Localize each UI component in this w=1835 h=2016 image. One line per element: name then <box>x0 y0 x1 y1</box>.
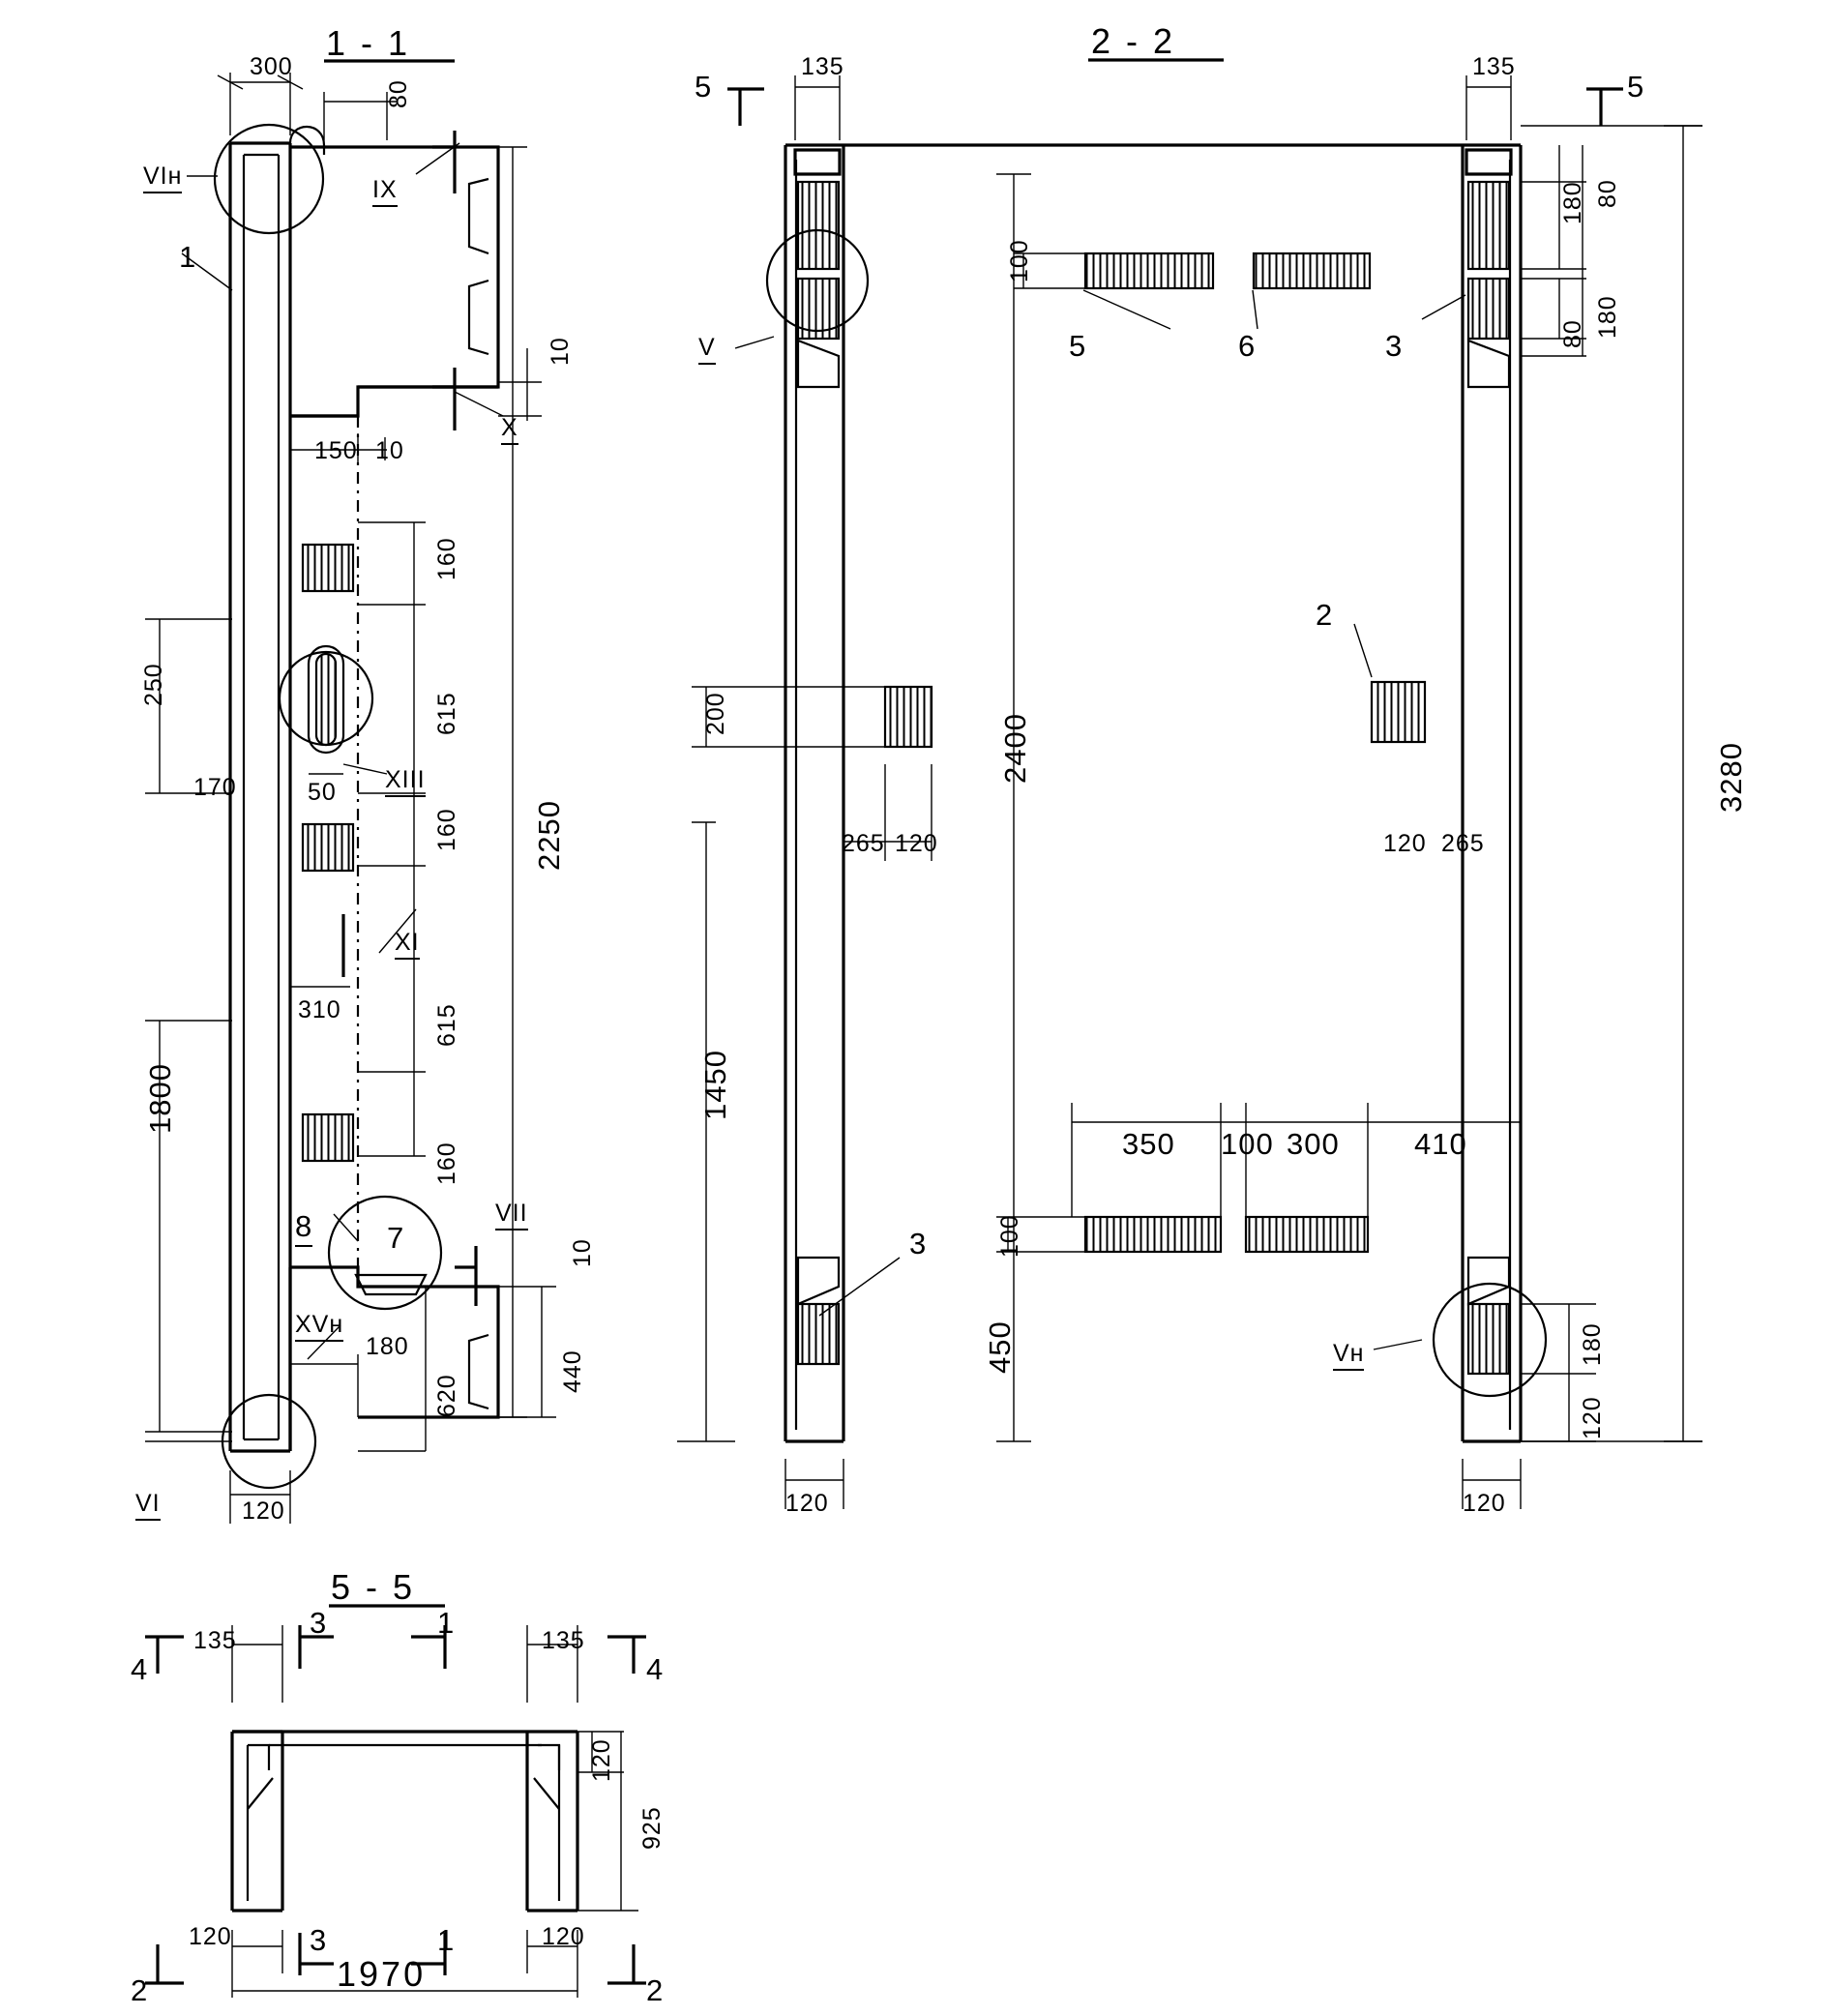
dim-615-a: 615 <box>433 692 460 735</box>
dim-620: 620 <box>433 1374 460 1417</box>
section-mark-1-top: 1 <box>437 1606 456 1640</box>
callout-VII: VII <box>495 1200 528 1230</box>
callout-VI: VI <box>135 1490 161 1521</box>
dim-120-top-5-5: 120 <box>588 1738 615 1782</box>
dim-440: 440 <box>559 1349 586 1393</box>
section-mark-3-bottom: 3 <box>310 1923 328 1957</box>
dim-120-b: 120 <box>1383 830 1427 857</box>
part-1: 1 <box>179 240 197 274</box>
dim-300: 300 <box>1287 1127 1340 1161</box>
dim-120-bottom-left: 120 <box>785 1490 829 1517</box>
callout-IX: IX <box>372 176 398 207</box>
dim-100-b: 100 <box>1221 1127 1274 1161</box>
dim-615-b: 615 <box>433 1003 460 1047</box>
section-mark-1-bottom: 1 <box>437 1923 456 1957</box>
part-3-top: 3 <box>1385 329 1404 363</box>
dim-80-b: 80 <box>1559 319 1586 348</box>
callout-X: X <box>501 414 518 445</box>
dim-2250: 2250 <box>532 800 566 871</box>
view-1-1-title: 1 - 1 <box>326 23 411 63</box>
dim-1450: 1450 <box>698 1050 732 1120</box>
dim-100-c: 100 <box>996 1214 1023 1258</box>
dim-120-bl-5-5: 120 <box>189 1923 232 1950</box>
dim-120-c: 120 <box>1579 1396 1606 1439</box>
dim-1970: 1970 <box>337 1954 427 1994</box>
dim-3280: 3280 <box>1714 742 1748 813</box>
dim-160-a: 160 <box>433 537 460 580</box>
part-6: 6 <box>1238 329 1257 363</box>
view-5-5-title: 5 - 5 <box>331 1567 416 1607</box>
section-mark-2-left: 2 <box>131 1973 149 2007</box>
dim-160-c: 160 <box>433 1141 460 1185</box>
section-mark-4-left: 4 <box>131 1652 149 1686</box>
callout-VIn: VIн <box>143 163 182 193</box>
dim-10-a: 10 <box>547 337 574 366</box>
dim-265-b: 265 <box>1441 830 1485 857</box>
section-mark-5-top-right: 5 <box>1627 70 1645 104</box>
dim-120-v1: 120 <box>242 1497 285 1525</box>
callout-Vn: Vн <box>1333 1340 1364 1371</box>
dim-160-b: 160 <box>433 808 460 851</box>
dim-80-a: 80 <box>1594 179 1621 208</box>
part-3-bottom: 3 <box>909 1227 928 1260</box>
part-7: 7 <box>387 1221 405 1255</box>
dim-80: 80 <box>385 79 412 108</box>
dim-50: 50 <box>308 779 337 806</box>
dim-180: 180 <box>366 1333 409 1360</box>
dim-300: 300 <box>250 53 293 80</box>
part-8: 8 <box>295 1209 312 1247</box>
dim-450: 450 <box>983 1320 1017 1374</box>
dim-265-a: 265 <box>842 830 885 857</box>
dim-135-left: 135 <box>801 53 844 80</box>
dim-120-a: 120 <box>895 830 938 857</box>
part-5: 5 <box>1069 329 1087 363</box>
section-mark-4-right: 4 <box>646 1652 665 1686</box>
dim-100-a: 100 <box>1006 239 1033 282</box>
callout-XIII: XIII <box>385 766 426 797</box>
dim-1800: 1800 <box>143 1063 177 1134</box>
dim-170: 170 <box>193 774 237 801</box>
dim-2400: 2400 <box>998 713 1032 784</box>
section-mark-5-top-left: 5 <box>695 70 713 104</box>
dim-925: 925 <box>638 1806 666 1850</box>
view-2-2-title: 2 - 2 <box>1091 21 1176 61</box>
dim-180-a: 180 <box>1559 181 1586 224</box>
dim-350: 350 <box>1122 1127 1175 1161</box>
dim-10-c: 10 <box>569 1238 596 1267</box>
dim-180-d: 180 <box>1579 1322 1606 1366</box>
dim-200: 200 <box>702 692 729 735</box>
dim-135-5-5-left: 135 <box>193 1627 237 1654</box>
dim-250: 250 <box>140 663 167 706</box>
callout-XI: XI <box>395 929 420 960</box>
dim-10-b: 10 <box>375 437 404 464</box>
dim-310: 310 <box>298 996 341 1023</box>
dim-180-b: 180 <box>1594 295 1621 339</box>
callout-V: V <box>698 334 716 365</box>
section-mark-2-right: 2 <box>646 1973 665 2007</box>
dim-410: 410 <box>1414 1127 1467 1161</box>
dim-150: 150 <box>314 437 358 464</box>
dim-135-5-5-right: 135 <box>542 1627 585 1654</box>
callout-XVn: XVн <box>295 1311 343 1342</box>
part-2: 2 <box>1316 598 1334 632</box>
dim-120-bottom-right: 120 <box>1463 1490 1506 1517</box>
section-mark-3-top: 3 <box>310 1606 328 1640</box>
dim-135-right: 135 <box>1472 53 1516 80</box>
dim-120-br-5-5: 120 <box>542 1923 585 1950</box>
